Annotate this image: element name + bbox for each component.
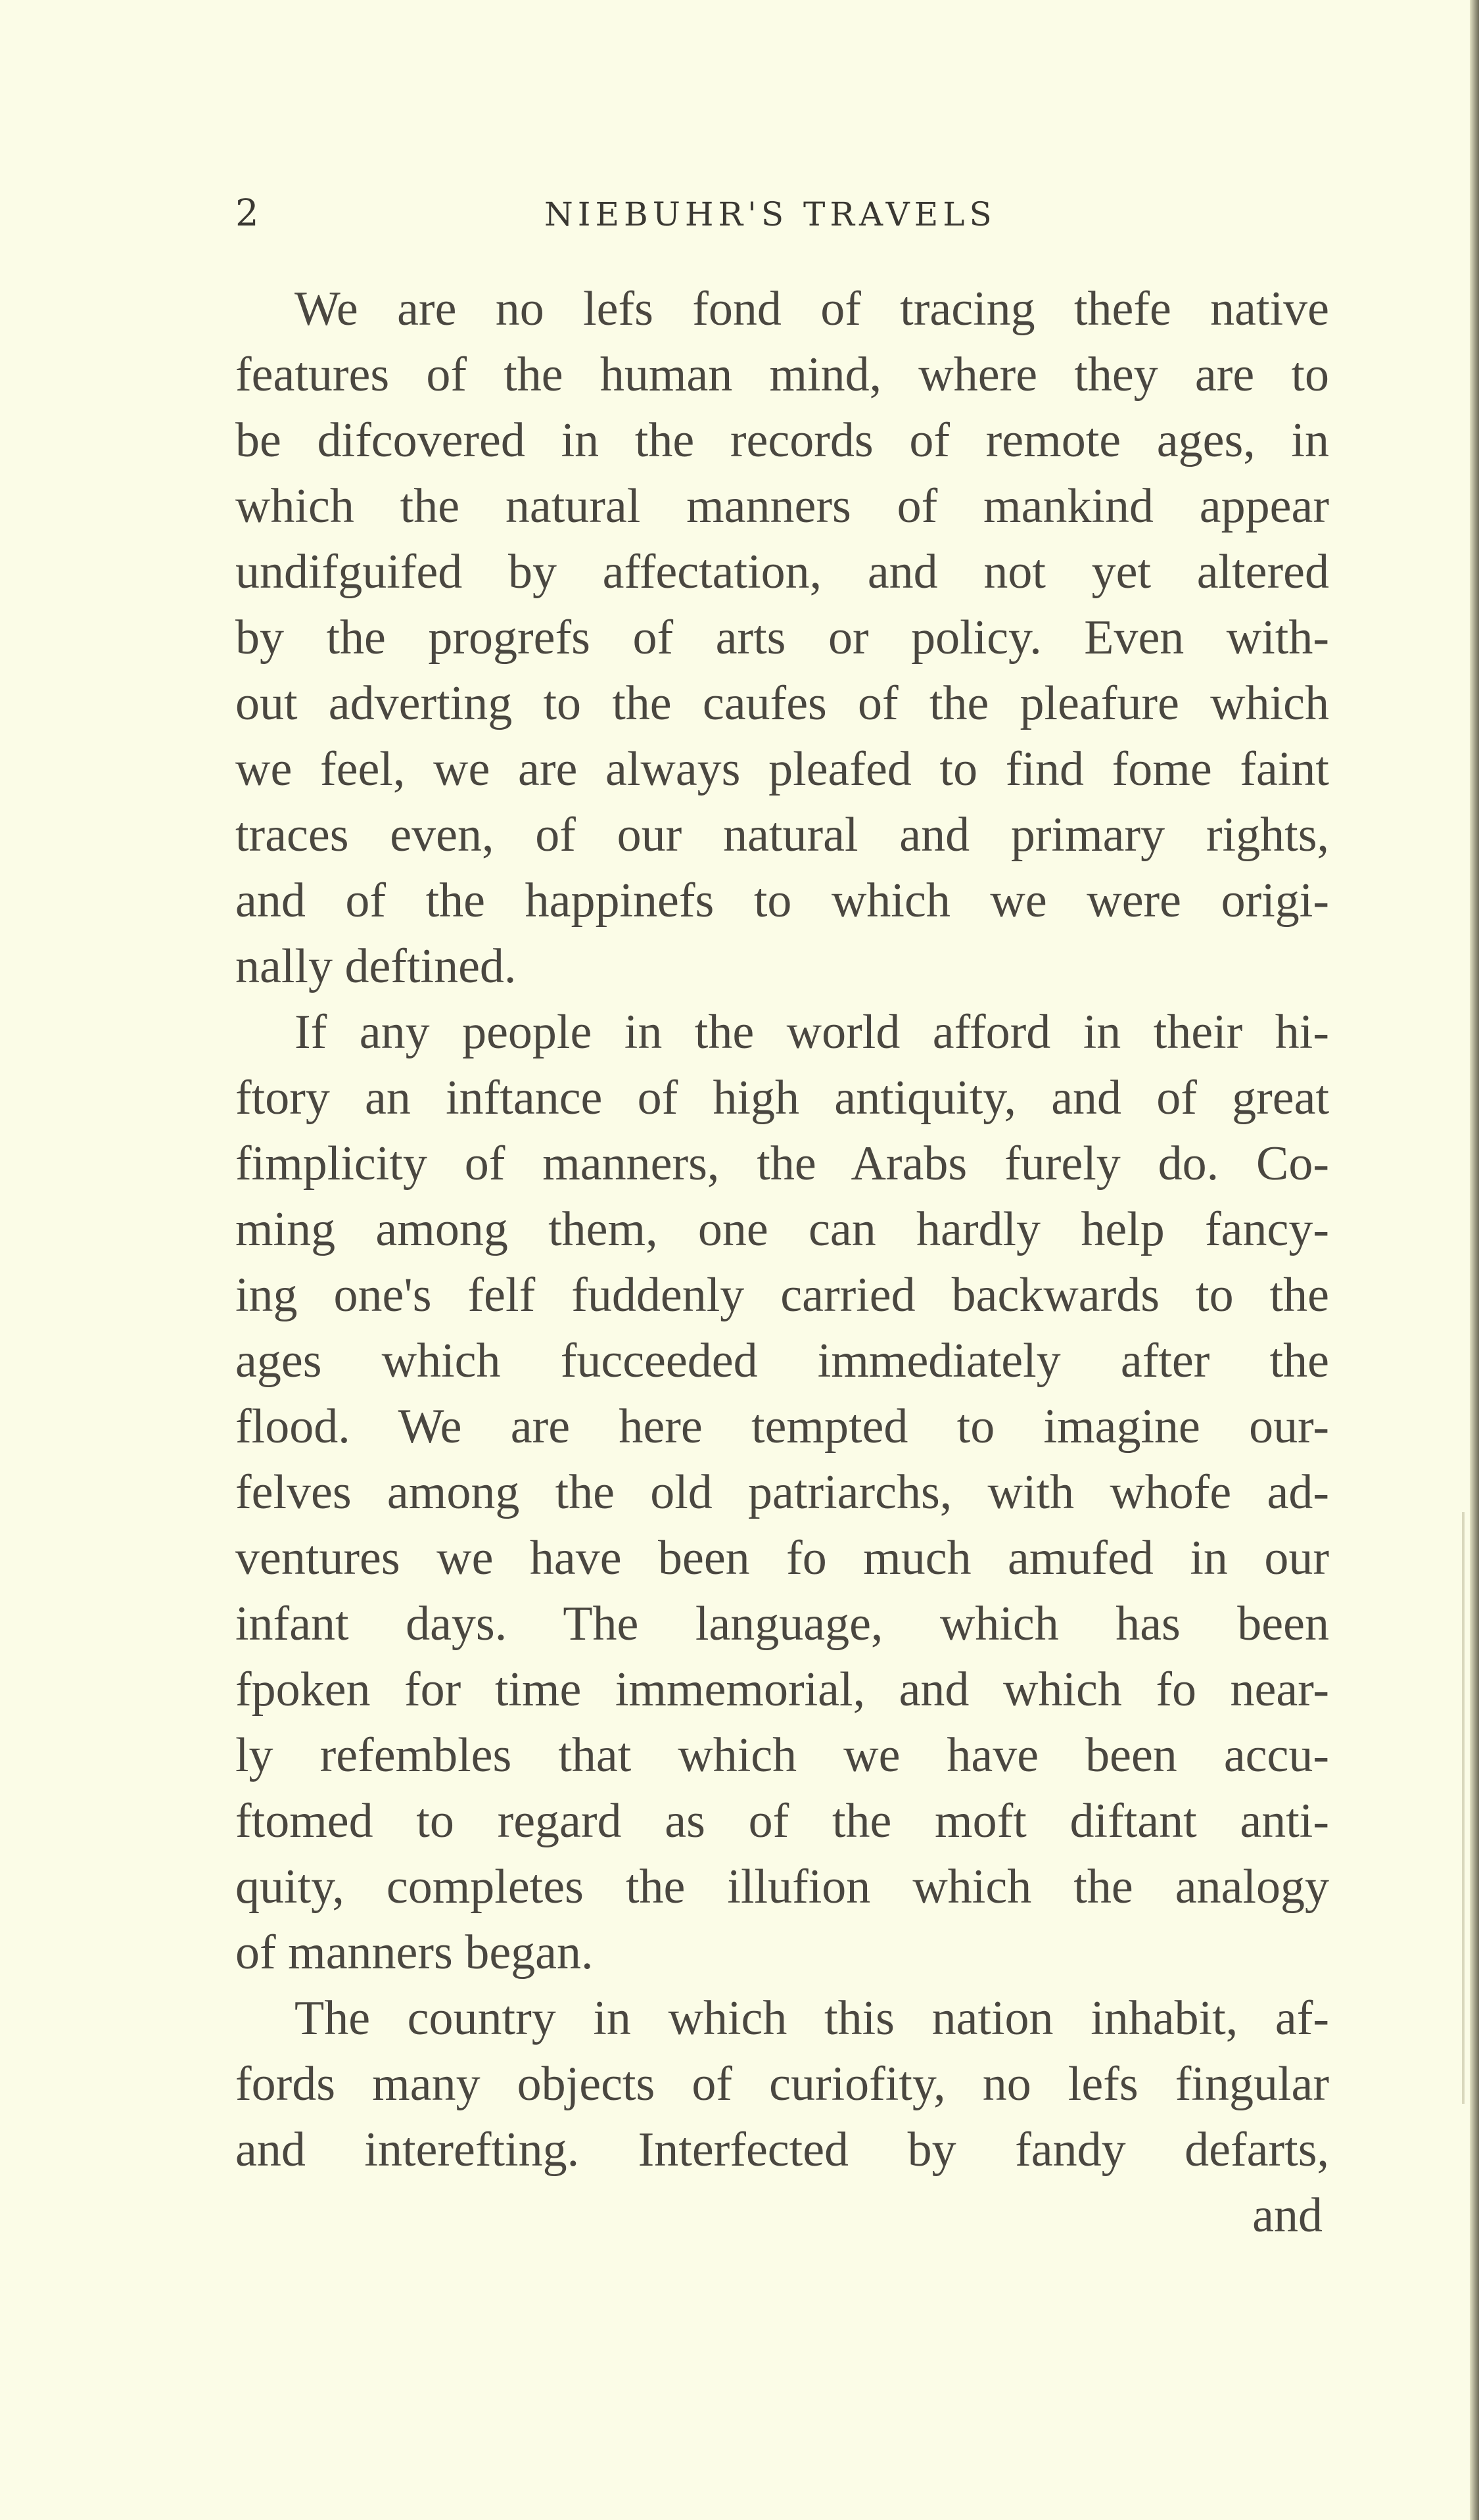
text-line: We are no lefs fond of tracing thefe native xyxy=(294,282,1329,336)
page-edge-shadow xyxy=(1462,1512,1465,2104)
running-head: NIEBUHR'S TRAVELS xyxy=(544,195,997,233)
text-line: ftory an inftance of high antiquity, and of great xyxy=(235,1071,1329,1125)
text-line: ly refembles that which we have been accu- xyxy=(235,1728,1329,1782)
text-line: flood. We are here tempted to imagine our- xyxy=(235,1400,1329,1454)
text-line: infant days. The language, which has been xyxy=(235,1597,1329,1651)
text-line: features of the human mind, where they are to xyxy=(235,348,1329,402)
text-line: ing one's felf fuddenly carried backwards to the xyxy=(235,1268,1329,1322)
text-line: out adverting to the caufes of the pleafure which xyxy=(235,677,1329,730)
text-line: felves among the old patriarchs, with whofe ad- xyxy=(235,1465,1329,1519)
page-edge xyxy=(1470,0,1479,2520)
text-line: and of the happinefs to which we were origi- xyxy=(235,874,1329,928)
text-line: The country in which this nation inhabit, af- xyxy=(294,1991,1329,2045)
text-line: fimplicity of manners, the Arabs furely do. Co- xyxy=(235,1137,1329,1191)
text-line: ftomed to regard as of the moft diftant anti- xyxy=(235,1794,1329,1848)
text-line: traces even, of our natural and primary rights, xyxy=(235,808,1329,862)
text-line: quity, completes the illufion which the analogy xyxy=(235,1860,1329,1914)
text-line: ming among them, one can hardly help fancy- xyxy=(235,1202,1329,1256)
text-line: be difcovered in the records of remote ages, in xyxy=(235,414,1329,467)
body-text xyxy=(235,276,1329,2248)
text-line: fords many objects of curiofity, no lefs fingular xyxy=(235,2057,1329,2111)
text-line: by the progrefs of arts or policy. Even with- xyxy=(235,611,1329,665)
text-line: ventures we have been fo much amufed in our xyxy=(235,1531,1329,1585)
text-line: If any people in the world afford in their hi- xyxy=(294,1005,1329,1059)
text-line: fpoken for time immemorial, and which fo near- xyxy=(235,1663,1329,1717)
text-line: ages which fucceeded immediately after the xyxy=(235,1334,1329,1388)
page-header xyxy=(235,191,1329,237)
catchword: and xyxy=(1252,2189,1323,2243)
text-line: of manners began. xyxy=(235,1926,594,1980)
text-line: we feel, we are always pleafed to find fome faint xyxy=(235,742,1329,796)
text-line: nally deftined. xyxy=(235,939,517,993)
page-number: 2 xyxy=(235,192,259,235)
text-line: and interefting. Interfected by fandy defarts, xyxy=(235,2123,1329,2177)
text-line: undifguifed by affectation, and not yet altered xyxy=(235,545,1329,599)
text-line: which the natural manners of mankind appear xyxy=(235,479,1329,533)
